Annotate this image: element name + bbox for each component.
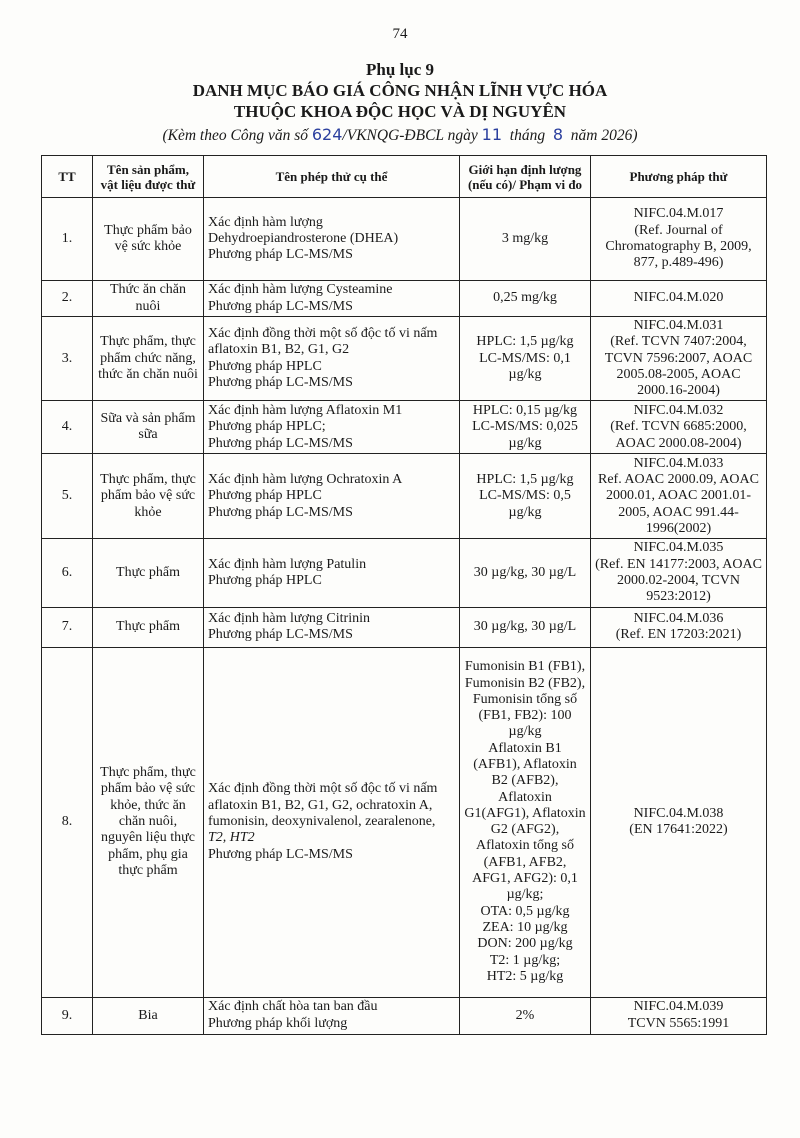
cell-product: Bia (93, 997, 204, 1034)
cell-test (204, 647, 460, 997)
cell-method: NIFC.04.M.032 (Ref. TCVN 6685:2000, AOAC 2000.08-2004) (591, 401, 767, 454)
header-limit: Giới hạn định lượng (nếu có)/ Phạm vi đo (460, 156, 591, 198)
cell-method: NIFC.04.M.036 (Ref. EN 17203:2021) (591, 607, 767, 647)
cell-test: Xác định hàm lượng Patulin Phương pháp HPLC (204, 539, 460, 607)
cell-product: Thực phẩm, thực phẩm bảo vệ sức khỏe (93, 454, 204, 539)
cell-tt: 5. (42, 454, 93, 539)
cell-tt: 9. (42, 997, 93, 1034)
cell-product: Thực phẩm (93, 607, 204, 647)
cell-tt: 4. (42, 401, 93, 454)
handwritten-month: 8 (552, 125, 564, 144)
cell-test-method: Phương pháp LC-MS/MS (208, 846, 353, 862)
cell-method: NIFC.04.M.017 (Ref. Journal of Chromatography B, 2009, 877, p.489-496) (591, 198, 767, 281)
cell-test: Xác định chất hòa tan ban đầu Phương pháp khối lượng (204, 997, 460, 1034)
table-row (42, 607, 767, 647)
cell-product: Thực phẩm bảo vệ sức khỏe (93, 198, 204, 281)
cell-test: Xác định đồng thời một số độc tố vi nấm aflatoxin B1, B2, G1, G2 Phương pháp HPLC Phương pháp LC-MS/MS (204, 317, 460, 401)
cell-product: Thực phẩm, thực phẩm chức năng, thức ăn chăn nuôi (93, 317, 204, 401)
title-line-2: THUỘC KHOA ĐỘC HỌC VÀ DỊ NGUYÊN (233, 102, 567, 121)
cell-method: NIFC.04.M.031 (Ref. TCVN 7407:2004, TCVN 7596:2007, AOAC 2005.08-2005, AOAC 2000.16-2004) (591, 317, 767, 401)
cell-limit: 30 µg/kg, 30 µg/L (460, 539, 591, 607)
cell-method: NIFC.04.M.020 (591, 281, 767, 317)
cell-method: NIFC.04.M.039 TCVN 5565:1991 (591, 997, 767, 1034)
subtitle-month-label: tháng (509, 127, 546, 144)
cell-limit: HPLC: 1,5 µg/kg LC-MS/MS: 0,1 µg/kg (460, 317, 591, 401)
cell-tt: 1. (42, 198, 93, 281)
cell-limit: 30 µg/kg, 30 µg/L (460, 607, 591, 647)
cell-tt: 8. (42, 647, 93, 997)
title-line-1: DANH MỤC BÁO GIÁ CÔNG NHẬN LĨNH VỰC HÓA (192, 81, 608, 100)
table-row (42, 198, 767, 281)
table-row (42, 647, 767, 997)
handwritten-number: 624 (311, 125, 343, 144)
cell-test-italic: T2, HT2 (208, 830, 255, 846)
header-test: Tên phép thử cụ thể (204, 156, 460, 198)
page-number: 74 (392, 26, 408, 42)
cell-tt: 7. (42, 607, 93, 647)
cell-method: NIFC.04.M.035 (Ref. EN 14177:2003, AOAC 2000.02-2004, TCVN 9523:2012) (591, 539, 767, 607)
cell-limit: HPLC: 0,15 µg/kg LC-MS/MS: 0,025 µg/kg (460, 401, 591, 454)
cell-product: Sữa và sản phẩm sữa (93, 401, 204, 454)
table-row (42, 401, 767, 454)
cell-product: Thức ăn chăn nuôi (93, 281, 204, 317)
cell-tt: 3. (42, 317, 93, 401)
cell-product: Thực phẩm (93, 539, 204, 607)
cell-test: Xác định hàm lượng Citrinin Phương pháp LC-MS/MS (204, 607, 460, 647)
cell-limit: HPLC: 1,5 µg/kg LC-MS/MS: 0,5 µg/kg (460, 454, 591, 539)
cell-test: Xác định hàm lượng Cysteamine Phương pháp LC-MS/MS (204, 281, 460, 317)
header-product: Tên sản phẩm, vật liệu được thử (93, 156, 204, 198)
cell-test-main: Xác định đồng thời một số độc tố vi nấm aflatoxin B1, B2, G1, G2, ochratoxin A, fumonisin, deoxynivalenol, zearalenone, (208, 781, 438, 830)
appendix-label: Phụ lục 9 (365, 60, 435, 79)
table-row (42, 997, 767, 1034)
cell-test: Xác định hàm lượng Ochratoxin A Phương pháp HPLC Phương pháp LC-MS/MS (204, 454, 460, 539)
cell-limit: 0,25 mg/kg (460, 281, 591, 317)
cell-test: Xác định hàm lượng Dehydroepiandrosterone (DHEA) Phương pháp LC-MS/MS (204, 198, 460, 281)
cell-method: NIFC.04.M.033 Ref. AOAC 2000.09, AOAC 2000.01, AOAC 2001.01-2005, AOAC 991.44-1996(2002) (591, 454, 767, 539)
cell-method: NIFC.04.M.038 (EN 17641:2022) (591, 647, 767, 997)
cell-product: Thực phẩm, thực phẩm bảo vệ sức khỏe, thức ăn chăn nuôi, nguyên liệu thực phẩm, phụ gia thực phẩm (93, 647, 204, 997)
header-tt: TT (42, 156, 93, 198)
cell-tt: 6. (42, 539, 93, 607)
certification-table (41, 155, 767, 1035)
subtitle-year: năm 2026) (570, 127, 638, 144)
header-method: Phương pháp thử (591, 156, 767, 198)
table-header-row (42, 156, 767, 198)
subtitle (0, 124, 800, 146)
table-row (42, 454, 767, 539)
handwritten-day: 11 (481, 125, 503, 144)
cell-limit: 2% (460, 997, 591, 1034)
cell-tt: 2. (42, 281, 93, 317)
cell-limit: Fumonisin B1 (FB1), Fumonisin B2 (FB2), Fumonisin tổng số (FB1, FB2): 100 µg/kg Aflatoxin B1 (AFB1), Aflatoxin B2 (AFB2), Aflatoxin G1(AFG1), Aflatoxin G2 (AFG2), Aflatoxin tổng số (AFB1, AFB2, AFG1, AFG2): 0,1 µg/kg; OTA: 0,5 µg/kg ZEA: 10 µg/kg DON: 200 µg/kg T2: 1 µg/kg; HT2: 5 µg/kg (460, 647, 591, 997)
table-row (42, 281, 767, 317)
subtitle-middle: /VKNQG-ĐBCL ngày (342, 127, 478, 144)
document-heading (0, 60, 800, 146)
table-row (42, 539, 767, 607)
table-row (42, 317, 767, 401)
cell-test: Xác định hàm lượng Aflatoxin M1 Phương pháp HPLC; Phương pháp LC-MS/MS (204, 401, 460, 454)
cell-limit: 3 mg/kg (460, 198, 591, 281)
subtitle-prefix: (Kèm theo Công văn số (162, 127, 308, 144)
